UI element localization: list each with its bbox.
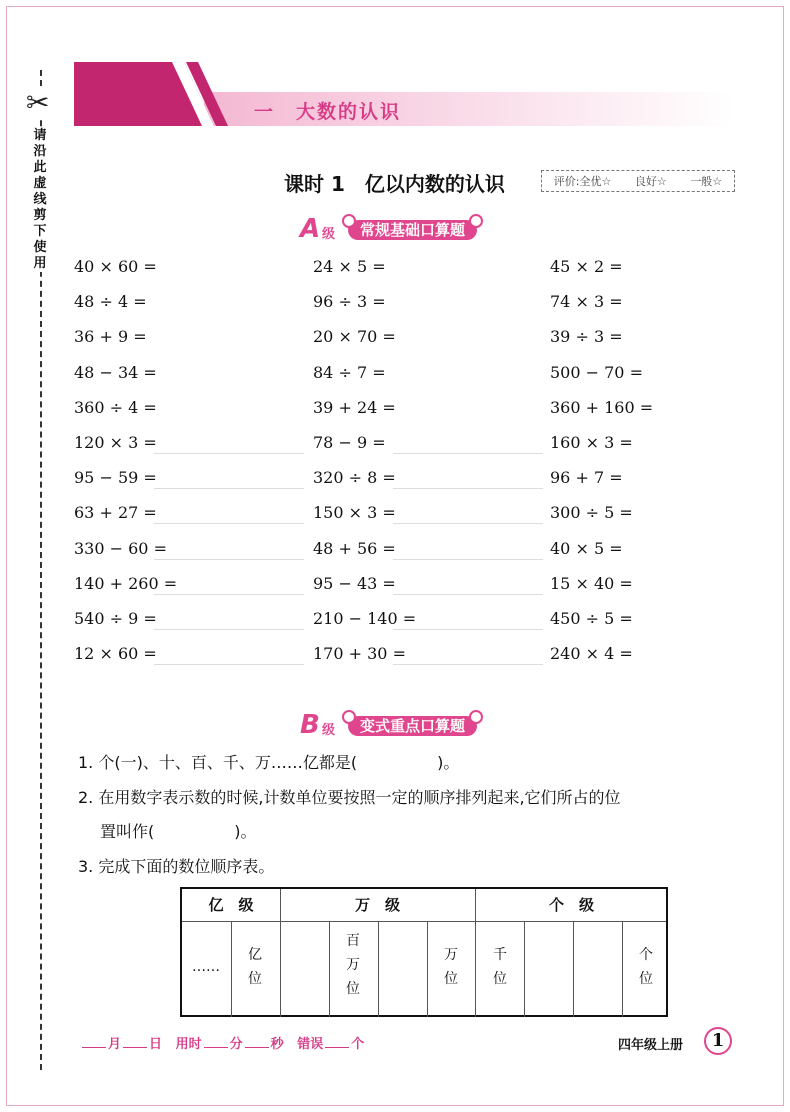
answer-line [393, 594, 543, 595]
cut-instruction: 请沿此虚线剪下使用 [31, 128, 49, 272]
equation: 360 + 160 = [550, 397, 654, 417]
equation: 78 − 9 = [313, 433, 386, 452]
equation: 84 ÷ 7 = [313, 362, 386, 382]
answer-line [154, 629, 304, 630]
level-label: 常规基础口算题 [360, 221, 466, 239]
equation: 39 ÷ 3 = [550, 327, 623, 347]
equation: 240 × 4 = [550, 644, 633, 664]
answer-line [393, 664, 543, 665]
answer-line [154, 488, 304, 489]
equation: 95 − 59 = [74, 468, 157, 488]
equation: 210 − 140 = [313, 609, 417, 628]
page-number: 1 [704, 1027, 732, 1055]
equation: 300 ÷ 5 = [550, 503, 633, 523]
equation: 36 + 9 = [74, 327, 147, 347]
equation: 96 + 7 = [550, 468, 623, 488]
lesson-title: 课时 1 亿以内数的认识 [284, 172, 505, 196]
answer-line [393, 488, 543, 489]
question-3: 3. 完成下面的数位顺序表。 [78, 857, 275, 876]
level-letter: B [300, 710, 320, 740]
equation: 39 + 24 = [313, 397, 396, 417]
level-ji: 级 [322, 723, 336, 738]
equation: 24 × 5 = [313, 257, 386, 276]
level-ji: 级 [322, 227, 336, 242]
unit-title: 一 大数的认识 [254, 101, 402, 123]
level-pill [348, 716, 477, 736]
equation: 170 + 30 = [313, 644, 406, 664]
scissors-icon: ✂ [26, 86, 50, 119]
equation: 12 × 60 = [74, 644, 157, 664]
equation: 48 ÷ 4 = [74, 292, 147, 312]
rating-good: 良好☆ [634, 175, 667, 188]
equation: 320 ÷ 8 = [313, 468, 396, 488]
equation: 40 × 5 = [550, 538, 623, 558]
equation: 63 + 27 = [74, 503, 157, 523]
question-1: 1. 个(一)、十、百、千、万……亿都是( )。 [78, 753, 460, 772]
equation: 40 × 60 = [74, 257, 157, 276]
equation: 150 × 3 = [313, 503, 396, 523]
level-label: 变式重点口算题 [360, 717, 466, 735]
rating-excellent: 评价:全优☆ [553, 175, 612, 188]
answer-line [154, 523, 304, 524]
answer-line [154, 664, 304, 665]
answer-line [154, 559, 304, 560]
level-pill [348, 220, 477, 240]
equation: 140 + 260 = [74, 573, 178, 593]
answer-line [154, 594, 304, 595]
equation: 500 − 70 = [550, 362, 643, 382]
rating-box [541, 170, 735, 192]
equation: 20 × 70 = [313, 327, 396, 347]
cell-yi-wei: 亿 位 [248, 947, 262, 987]
cell-bai-wan-wei: 百 万 位 [346, 933, 360, 997]
unit-banner [74, 62, 734, 132]
question-2-cont: 置叫作( )。 [100, 822, 257, 841]
cell-ge-wei: 个 位 [639, 947, 653, 987]
equation: 95 − 43 = [313, 573, 396, 593]
cell-ellipsis: …… [192, 959, 220, 975]
answer-line [393, 453, 543, 454]
answer-line [393, 559, 543, 560]
question-2: 2. 在用数字表示数的时候,计数单位要按照一定的顺序排列起来,它们所占的位 [78, 788, 621, 807]
equation: 15 × 40 = [550, 573, 633, 593]
answer-line [393, 629, 543, 630]
level-letter: A [300, 214, 321, 244]
header-ge-class: 个 级 [548, 896, 594, 914]
equation: 450 ÷ 5 = [550, 609, 633, 628]
header-yi-class: 亿 级 [208, 896, 254, 914]
equation: 45 × 2 = [550, 257, 623, 276]
equation: 360 ÷ 4 = [74, 397, 157, 417]
cell-qian-wei: 千 位 [493, 947, 507, 987]
equation: 74 × 3 = [550, 292, 623, 312]
equation: 540 ÷ 9 = [74, 609, 157, 628]
place-value-table [180, 887, 668, 1017]
equation: 330 − 60 = [74, 538, 167, 558]
answer-line [393, 523, 543, 524]
equation: 48 − 34 = [74, 362, 157, 382]
answer-line [154, 453, 304, 454]
cell-wan-wei: 万 位 [444, 947, 458, 987]
grade-label: 四年级上册 [618, 1038, 684, 1053]
equation: 96 ÷ 3 = [313, 292, 386, 312]
rating-fair: 一般☆ [690, 175, 723, 188]
header-wan-class: 万 级 [354, 896, 400, 914]
footer-record: 月 日 用时 分 秒 错误 个 [80, 1033, 364, 1052]
equation: 48 + 56 = [313, 538, 396, 558]
equation: 160 × 3 = [550, 433, 633, 452]
equation: 120 × 3 = [74, 433, 157, 452]
